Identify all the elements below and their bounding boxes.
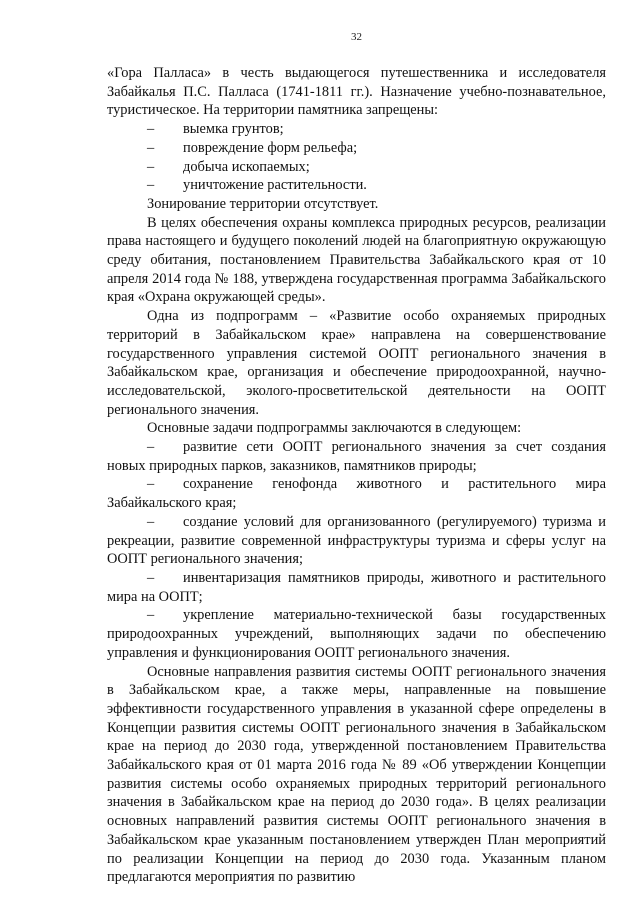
- list-item-text: создание условий для организованного (регулируемого) туризма и рекреации, развитие современной инфраструктуры туризма и сферы услуг на ООПТ регионального значения;: [107, 513, 606, 568]
- list-item: [107, 176, 606, 195]
- list-item: [107, 158, 606, 177]
- list-item: [107, 139, 606, 158]
- paragraph-zoning: Зонирование территории отсутствует.: [147, 195, 379, 212]
- list-item-text: повреждение форм рельефа;: [183, 139, 358, 156]
- list-item: [107, 475, 606, 512]
- list-dash: –: [147, 607, 155, 624]
- list-item-text: выемка грунтов;: [183, 121, 284, 138]
- paragraph-concept: Основные направления развития системы ООПТ регионального значения в Забайкальском крае, а также меры, направленные на повышение эффективности государственного управления в указанной сфере определены в Концепции развития системы ООПТ регионального значения в Забайкальском крае на период до 2030 года, утвержденной постановлением Правительства Забайкальского края от 01 марта 2016 года № 89 «Об утверждении Концепции развития системы особо охраняемых природных территорий регионального значения в Забайкальском крае на период до 2030 года». В целях реализации основных направлений развития системы ООПТ регионального значения в Забайкальском крае указанным постановлением утвержден План мероприятий по реализации Концепции на период до 2030 года. Указанным планом предлагаются мероприятия по развитию: [107, 663, 606, 886]
- list-dash: –: [147, 177, 155, 194]
- list-item-text: укрепление материально-технической базы государственных природоохранных учреждений, выполняющих задачи по обеспечению управления и функционирования ООПТ регионального значения.: [107, 607, 606, 661]
- list-item: [107, 120, 606, 139]
- page-number: 32: [351, 31, 362, 43]
- list-item-text: развитие сети ООПТ регионального значения за счет создания новых природных парков, заказников, памятников природы;: [107, 439, 606, 474]
- list-dash: –: [147, 513, 155, 530]
- paragraph-state-program: В целях обеспечения охраны комплекса природных ресурсов, реализации права настоящего и будущего поколений людей на благоприятную окружающую среду обитания, постановлением Правительства Забайкальского края от 10 апреля 2014 года № 188, утверждена государственная программа Забайкальского края «Охрана окружающей среды».: [107, 214, 606, 306]
- list-dash: –: [147, 139, 155, 156]
- list-item: [107, 438, 606, 475]
- paragraph-tasks-intro: Основные задачи подпрограммы заключаются в следующем:: [147, 420, 522, 437]
- list-dash: –: [147, 158, 155, 175]
- paragraph-subprogram: Одна из подпрограмм – «Развитие особо охраняемых природных территорий в Забайкальском крае» направлена на совершенствование государственного управления системой ООПТ регионального значения в Забайкальском крае, организация и обеспечение природоохранной, научно-исследовательской, эколого-просветительской деятельности на ООПТ регионального значения.: [107, 308, 606, 418]
- list-dash: –: [147, 121, 155, 138]
- list-dash: –: [147, 439, 155, 456]
- list-item: [107, 569, 606, 606]
- list-dash: –: [147, 476, 155, 493]
- list-item: [107, 606, 606, 662]
- list-item-text: сохранение генофонда животного и растительного мира Забайкальского края;: [107, 476, 606, 512]
- list-item: [107, 513, 606, 569]
- list-item-text: добыча ископаемых;: [183, 158, 310, 175]
- paragraph-pallas-mountain: «Гора Палласа» в честь выдающегося путешественника и исследователя Забайкалья П.С. Палласа (1741-1811 гг.). Назначение учебно-познавательное, туристическое. На территории памятника запрещены:: [107, 65, 606, 119]
- list-dash: –: [147, 569, 155, 586]
- list-item-text: инвентаризация памятников природы, животного и растительного мира на ООПТ;: [107, 569, 606, 605]
- list-item-text: уничтожение растительности.: [183, 177, 367, 194]
